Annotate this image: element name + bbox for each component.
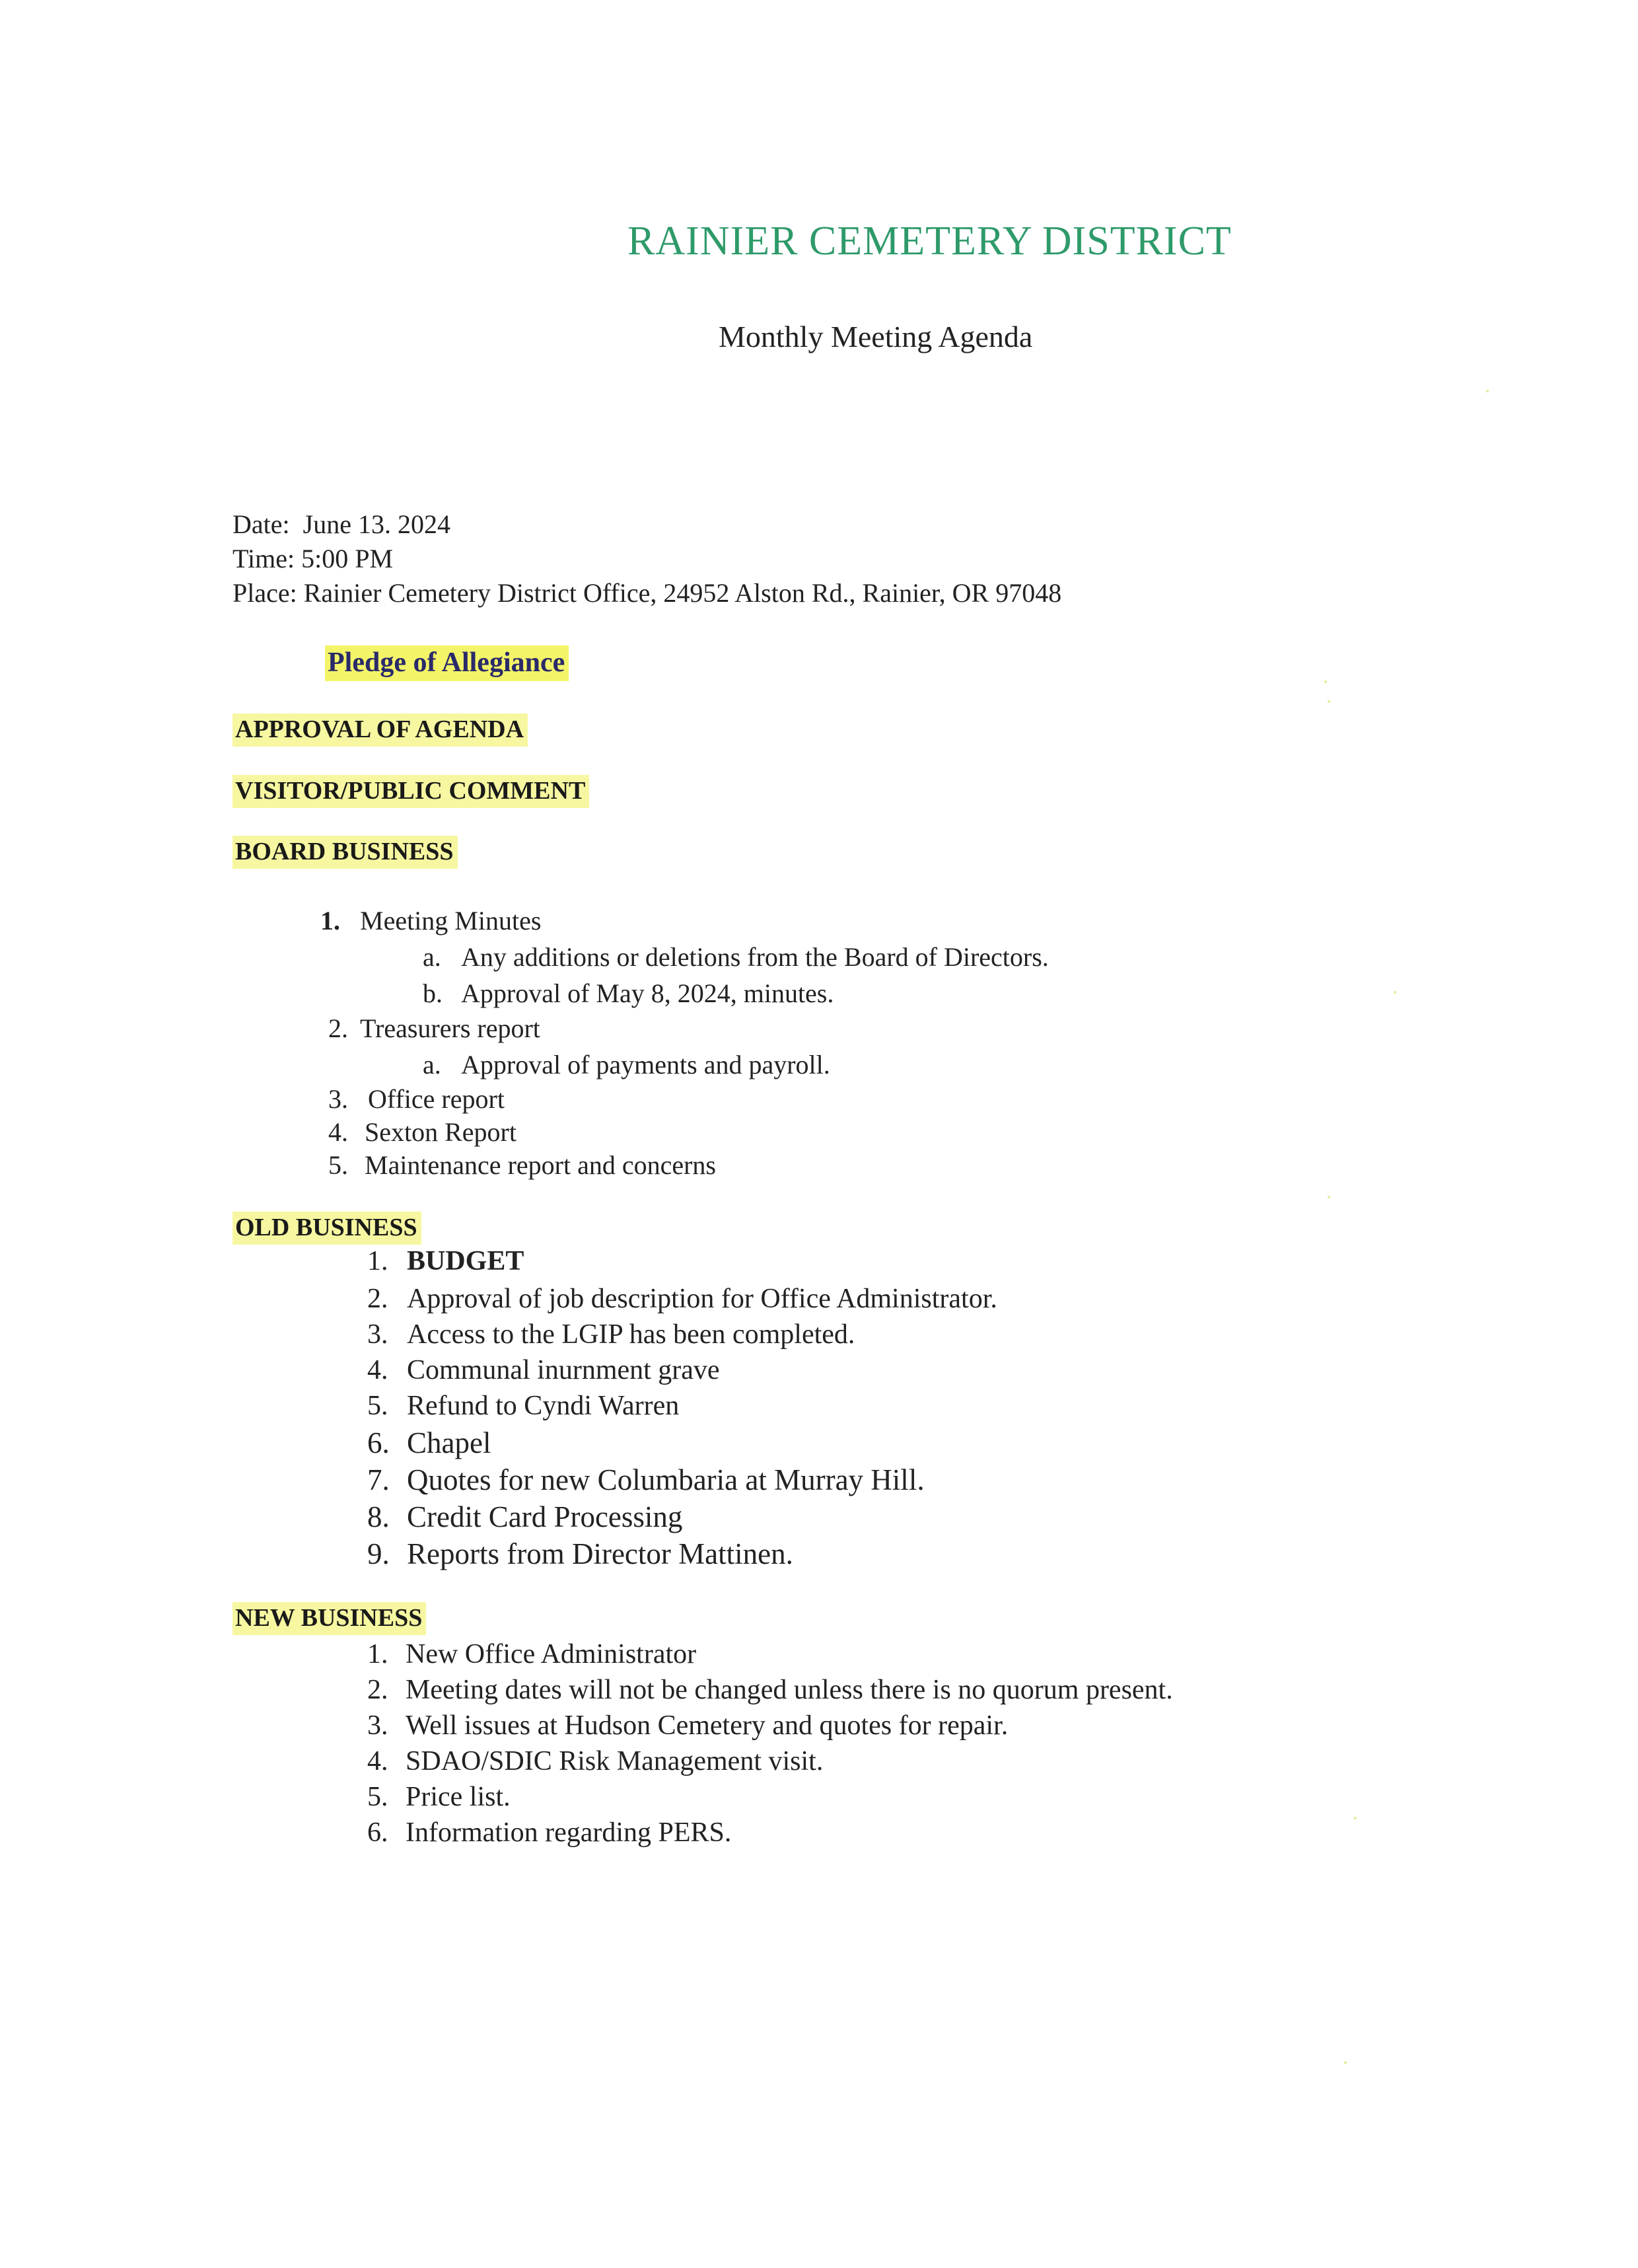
list-text: Treasurers report (360, 1013, 540, 1043)
list-number: 6. (367, 1817, 388, 1848)
scan-speck (1486, 390, 1489, 392)
old-item-7 (367, 1463, 925, 1497)
list-text: Meeting Minutes (360, 906, 542, 935)
old-item-8 (367, 1500, 682, 1534)
board-item-5 (328, 1150, 716, 1181)
scan-speck (1354, 1817, 1357, 1819)
board-item-1b (423, 978, 834, 1009)
list-text: Sexton Report (365, 1117, 516, 1147)
list-number: 1. (367, 1246, 388, 1276)
list-text: Any additions or deletions from the Board of Directors. (461, 942, 1049, 972)
new-item-5 (367, 1781, 511, 1813)
list-text: Maintenance report and concerns (365, 1150, 716, 1180)
meeting-place (232, 577, 1061, 608)
list-text: Access to the LGIP has been completed. (407, 1319, 855, 1350)
list-number: 2. (367, 1675, 388, 1705)
list-text: Office report (368, 1084, 505, 1114)
time-value: 5:00 PM (301, 544, 394, 573)
board-item-2 (328, 1013, 540, 1044)
board-item-1a (423, 941, 1049, 972)
list-number: 2. (328, 1013, 348, 1043)
list-letter: b. (423, 978, 443, 1008)
date-label: Date: (232, 509, 290, 539)
list-number: 5. (328, 1150, 348, 1180)
list-text: Approval of job description for Office Administrator. (407, 1284, 997, 1314)
list-letter: a. (423, 942, 441, 972)
scan-speck (1394, 991, 1396, 994)
list-text: Communal inurnment grave (407, 1355, 720, 1385)
meeting-date (232, 509, 450, 540)
board-item-3 (328, 1083, 505, 1115)
old-item-3 (367, 1319, 855, 1350)
list-number: 2. (367, 1284, 388, 1314)
new-item-4 (367, 1745, 823, 1777)
old-item-2 (367, 1283, 997, 1315)
board-item-2a (423, 1049, 830, 1080)
list-text: Chapel (407, 1426, 491, 1459)
list-text: Well issues at Hudson Cemetery and quotes for repair. (406, 1710, 1009, 1741)
meeting-time (232, 543, 393, 574)
list-text: Information regarding PERS. (406, 1817, 732, 1848)
old-item-6 (367, 1426, 491, 1460)
section-new-business: NEW BUSINESS (232, 1602, 426, 1635)
place-value: Rainier Cemetery District Office, 24952 Alston Rd., Rainier, OR 97048 (303, 578, 1062, 608)
list-number: 9. (367, 1537, 390, 1570)
list-text: Meeting dates will not be changed unless there is no quorum present. (406, 1675, 1173, 1705)
list-number: 4. (328, 1117, 348, 1147)
list-number: 1. (367, 1639, 388, 1669)
list-text: Reports from Director Mattinen. (407, 1537, 793, 1570)
list-number: 8. (367, 1500, 390, 1533)
board-item-4 (328, 1116, 516, 1148)
new-item-6 (367, 1817, 731, 1848)
new-item-1 (367, 1638, 696, 1670)
section-pledge: Pledge of Allegiance (325, 645, 569, 681)
scan-speck (1344, 2061, 1347, 2064)
list-number: 5. (367, 1782, 388, 1812)
list-text: Refund to Cyndi Warren (407, 1391, 680, 1421)
section-visitor-public-comment: VISITOR/PUBLIC COMMENT (232, 775, 589, 808)
time-label: Time: (232, 544, 295, 573)
list-number: 4. (367, 1355, 388, 1385)
old-item-5 (367, 1390, 679, 1422)
scan-speck (1328, 700, 1330, 703)
list-number: 4. (367, 1746, 388, 1776)
scan-speck (1328, 1196, 1330, 1198)
list-text: BUDGET (407, 1246, 524, 1276)
list-number: 1. (320, 906, 340, 935)
list-letter: a. (423, 1050, 441, 1079)
list-text: New Office Administrator (406, 1639, 697, 1669)
board-item-1 (320, 905, 541, 936)
old-item-4 (367, 1354, 720, 1386)
list-text: Approval of payments and payroll. (461, 1050, 830, 1079)
section-old-business: OLD BUSINESS (232, 1212, 421, 1245)
list-text: Approval of May 8, 2024, minutes. (461, 978, 834, 1008)
section-board-business: BOARD BUSINESS (232, 836, 458, 869)
document-subtitle: Monthly Meeting Agenda (719, 320, 1033, 353)
new-item-2 (367, 1674, 1173, 1706)
place-label: Place: (232, 578, 297, 608)
list-text: Credit Card Processing (407, 1500, 683, 1533)
old-item-9 (367, 1537, 793, 1571)
list-number: 3. (328, 1084, 348, 1114)
new-item-3 (367, 1710, 1008, 1741)
scan-speck (1324, 680, 1327, 683)
list-number: 5. (367, 1391, 388, 1421)
document-title: RAINIER CEMETERY DISTRICT (627, 219, 1232, 264)
list-number: 3. (367, 1319, 388, 1350)
old-item-1 (367, 1245, 524, 1277)
list-text: SDAO/SDIC Risk Management visit. (406, 1746, 824, 1776)
list-number: 6. (367, 1426, 390, 1459)
section-approval-of-agenda: APPROVAL OF AGENDA (232, 713, 528, 747)
list-number: 3. (367, 1710, 388, 1741)
list-text: Quotes for new Columbaria at Murray Hill. (407, 1463, 925, 1496)
list-text: Price list. (406, 1782, 511, 1812)
list-number: 7. (367, 1463, 390, 1496)
date-value: June 13. 2024 (303, 509, 450, 539)
